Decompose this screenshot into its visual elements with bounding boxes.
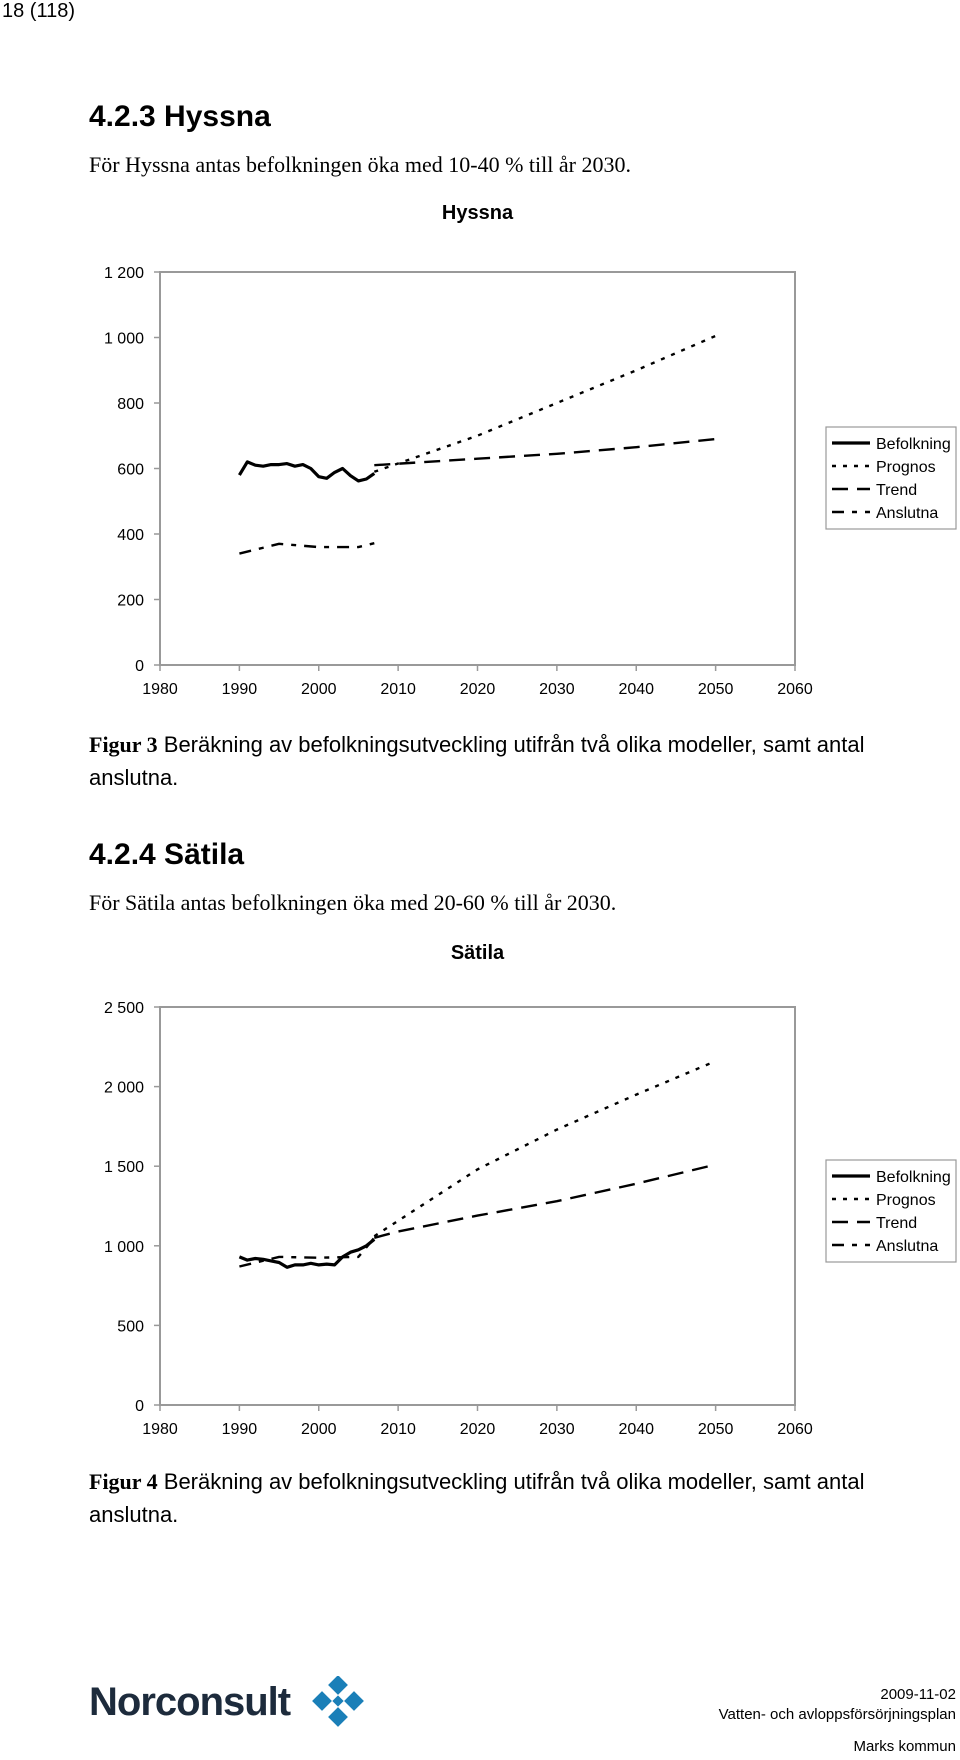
caption-text: Beräkning av befolkningsutveckling utifrån två olika modeller, samt antal anslutna. (89, 732, 865, 790)
logo-diamond-icon (307, 1676, 371, 1732)
y-tick-label: 200 (117, 592, 144, 610)
y-tick-label: 0 (135, 1398, 144, 1415)
hyssna-chart (0, 195, 960, 715)
legend-label: Befolkning (876, 436, 951, 453)
footer-doc-title: Vatten- och avloppsförsörjningsplan (718, 1706, 956, 1723)
plot-area (160, 272, 795, 665)
chart-legend (826, 427, 956, 529)
y-tick-label: 500 (117, 1318, 144, 1336)
series-line-trend (374, 439, 715, 465)
x-tick-label: 1980 (142, 1421, 178, 1438)
y-tick-label: 800 (117, 396, 144, 413)
y-tick-label: 0 (135, 658, 144, 675)
caption-label: Figur 3 (89, 732, 158, 757)
y-tick-label: 1 200 (103, 265, 144, 282)
series-line-prognos (374, 336, 715, 472)
caption-text: Beräkning av befolkningsutveckling utifrån två olika modeller, samt antal anslutna. (89, 1469, 865, 1527)
figure-caption (89, 728, 929, 794)
x-tick-label: 2020 (459, 681, 496, 698)
section-heading: 4.2.3 Hyssna (89, 100, 271, 133)
y-tick-label: 1 000 (103, 1238, 144, 1256)
x-tick-label: 2000 (300, 1421, 337, 1438)
series-line-befolkning (239, 462, 374, 481)
series-line-prognos (374, 1061, 715, 1236)
section-text: För Sätila antas befolkningen öka med 20-60 % till år 2030. (89, 890, 617, 915)
x-tick-label: 2030 (539, 681, 575, 698)
legend-label: Prognos (876, 459, 936, 476)
x-tick-label: 2040 (618, 1421, 655, 1438)
chart-legend (826, 1160, 956, 1262)
caption-label: Figur 4 (89, 1469, 158, 1494)
norconsult-logo (89, 1680, 379, 1730)
chart-title: Hyssna (441, 202, 514, 224)
logo-wordmark: Norconsult (89, 1680, 291, 1724)
x-tick-label: 2000 (300, 681, 337, 698)
satila-chart (0, 935, 960, 1455)
y-tick-label: 400 (117, 527, 144, 544)
x-tick-label: 2010 (380, 1421, 416, 1438)
plot-area (160, 1007, 795, 1405)
y-tick-label: 2 500 (103, 1000, 144, 1017)
x-tick-label: 2020 (459, 1421, 496, 1438)
footer-date: 2009-11-02 (880, 1686, 956, 1703)
y-tick-label: 600 (117, 461, 144, 479)
y-tick-label: 1 500 (103, 1159, 144, 1177)
section-heading: 4.2.4 Sätila (89, 838, 245, 871)
x-tick-label: 1990 (221, 1421, 258, 1438)
y-tick-label: 2 000 (103, 1079, 144, 1097)
x-tick-label: 2060 (777, 1421, 813, 1438)
section-text: För Hyssna antas befolkningen öka med 10-40 % till år 2030. (89, 152, 631, 177)
x-tick-label: 2030 (539, 1421, 575, 1438)
legend-label: Anslutna (876, 505, 939, 522)
x-tick-label: 2040 (618, 681, 655, 698)
series-line-trend (374, 1165, 715, 1238)
page-number: 18 (118) (2, 0, 76, 22)
legend-label: Prognos (876, 1192, 936, 1209)
y-tick-label: 1 000 (103, 330, 144, 348)
legend-label: Trend (876, 482, 918, 499)
footer-client: Marks kommun (853, 1738, 956, 1755)
series-line-anslutna (239, 543, 374, 553)
legend-label: Anslutna (876, 1238, 939, 1255)
x-tick-label: 2050 (697, 681, 734, 698)
x-tick-label: 2060 (777, 681, 813, 698)
figure-caption (89, 1465, 929, 1531)
x-tick-label: 1980 (142, 681, 178, 698)
legend-label: Befolkning (876, 1169, 951, 1186)
x-tick-label: 2010 (380, 681, 416, 698)
legend-label: Trend (876, 1215, 918, 1232)
x-tick-label: 2050 (697, 1421, 734, 1438)
series-line-befolkning (239, 1239, 374, 1267)
x-tick-label: 1990 (221, 681, 258, 698)
chart-title: Sätila (450, 942, 505, 964)
